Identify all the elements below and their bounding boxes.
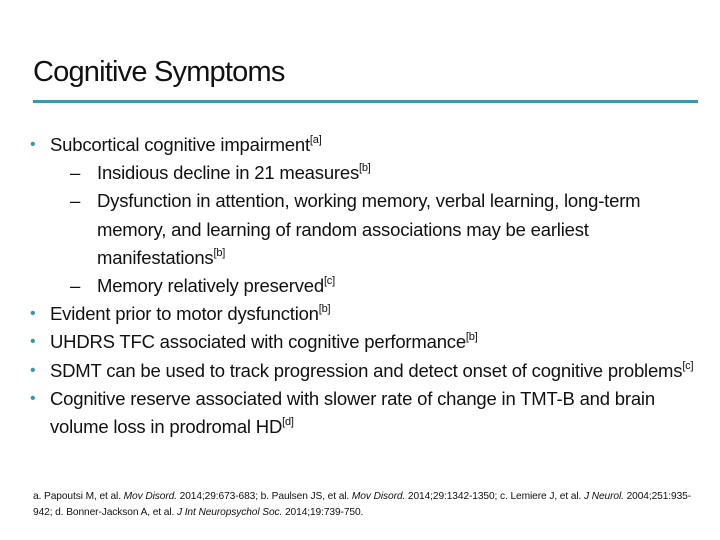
reference-item: c. Lemiere J, et al. J Neurol. 2004;251:935-942; (33, 491, 692, 518)
references (33, 489, 703, 521)
sub-bullet-item (30, 272, 710, 300)
sub-bullet-item (30, 187, 710, 272)
bullet-text: Cognitive reserve associated with slower rate of change in TMT-B and brain volume loss in prodromal HD (50, 387, 655, 438)
bullet-text: Evident prior to motor dysfunction (50, 303, 319, 325)
citation-marker: [c] (682, 359, 694, 372)
sub-bullet-text: Memory relatively preserved (97, 275, 324, 297)
citation-marker: [c] (323, 275, 335, 288)
citation-marker: [b] (213, 246, 226, 259)
bullet-text: Subcortical cognitive impairment (50, 134, 310, 155)
bullet-icon: • (30, 333, 36, 351)
bullet-item (30, 328, 710, 356)
dash-icon: – (70, 190, 81, 212)
sub-bullet-item (30, 159, 710, 187)
bullet-icon: • (30, 361, 36, 379)
bullet-item (30, 300, 710, 328)
slide-title: Cognitive Symptoms (33, 56, 285, 88)
title-divider (33, 100, 698, 103)
bullet-text: UHDRS TFC associated with cognitive performance (50, 331, 466, 353)
reference-item: b. Paulsen JS, et al. Mov Disord. 2014;29:1342-1350; (260, 491, 501, 502)
bullet-item (30, 131, 710, 159)
reference-item: a. Papoutsi M, et al. Mov Disord. 2014;29:673-683; (33, 491, 261, 502)
citation-marker: [a] (309, 134, 322, 146)
sub-bullet-text: Insidious decline in 21 measures (97, 162, 360, 184)
bullet-icon: • (30, 136, 36, 153)
citation-marker: [b] (318, 303, 331, 316)
bullet-list (30, 131, 710, 441)
citation-marker: [b] (465, 331, 478, 344)
bullet-item (30, 357, 710, 385)
bullet-item (30, 385, 710, 441)
dash-icon: – (70, 162, 81, 184)
citation-marker: [b] (359, 162, 371, 175)
dash-icon: – (70, 275, 81, 297)
sub-bullet-text: Dysfunction in attention, working memory, verbal learning, long-term memory, and learning of random associations may be earliest manifestations (97, 190, 641, 268)
citation-marker: [d] (282, 416, 294, 429)
bullet-icon: • (30, 389, 36, 407)
reference-item: d. Bonner-Jackson A, et al. J Int Neuropsychol Soc. 2014;19:739-750. (55, 507, 364, 518)
bullet-icon: • (30, 305, 36, 323)
bullet-text: SDMT can be used to track progression and detect onset of cognitive problems (50, 359, 683, 381)
